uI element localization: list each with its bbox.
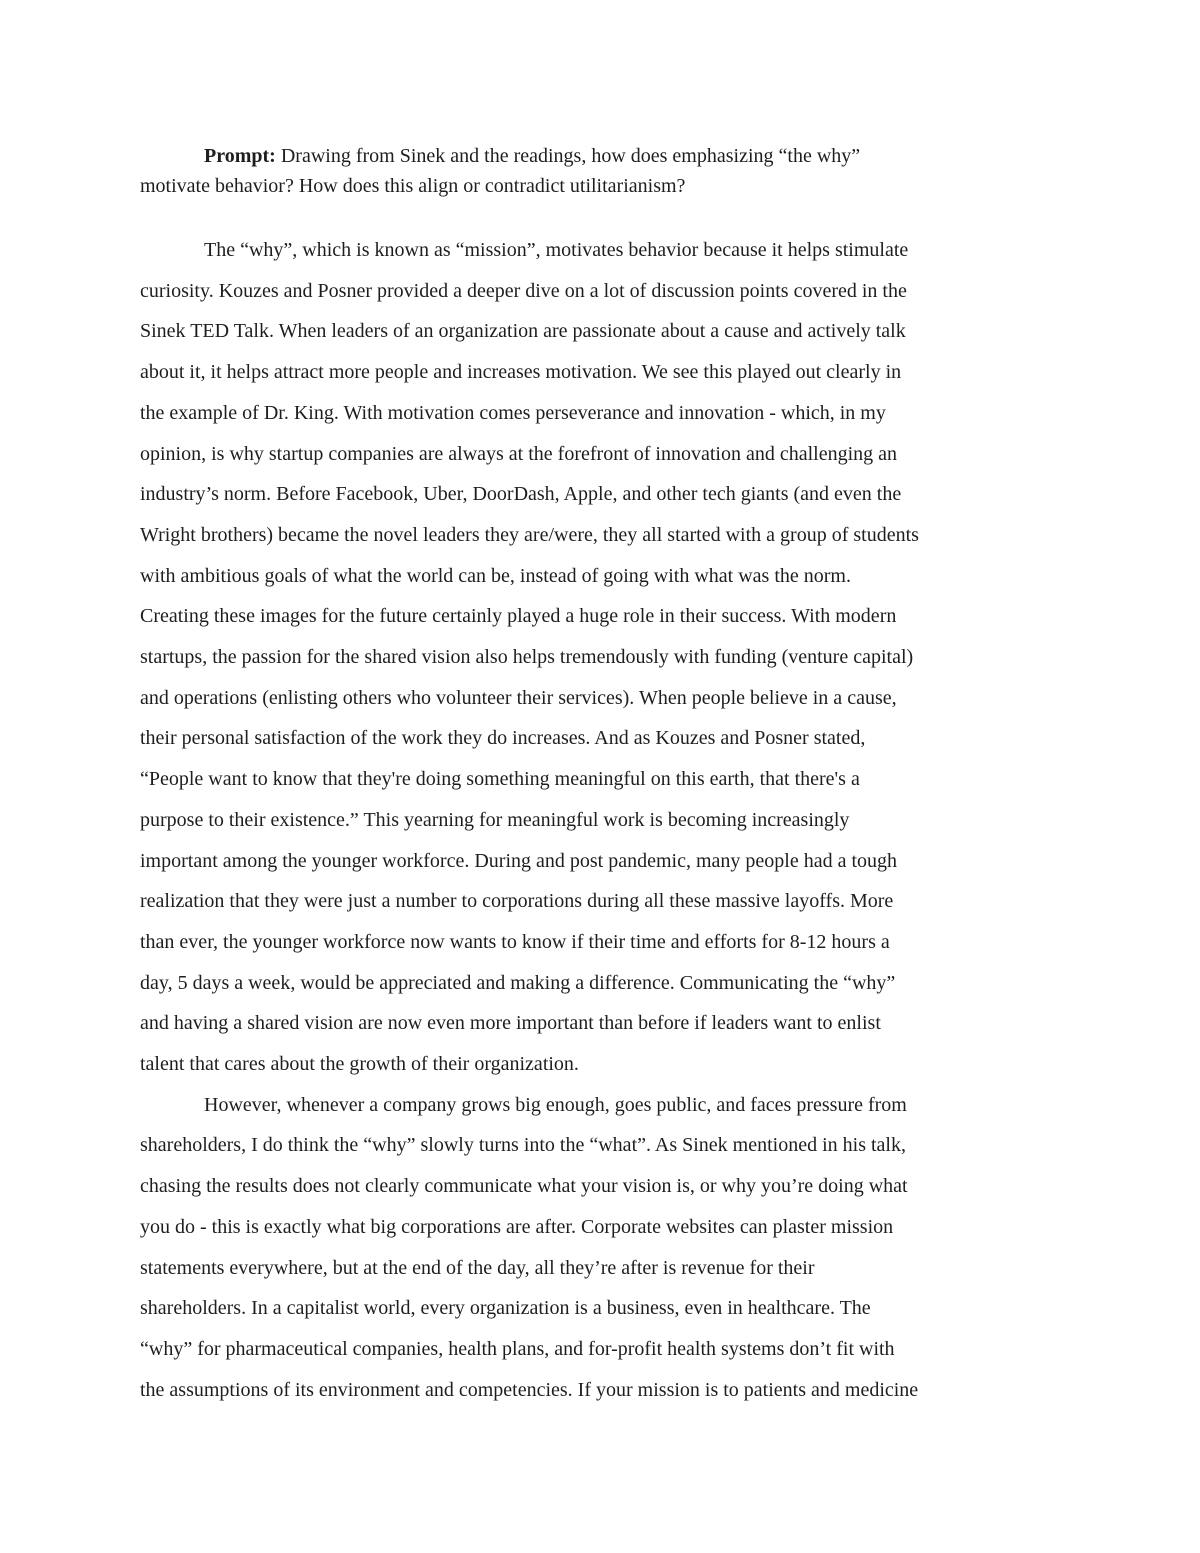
paragraph-line: “why” for pharmaceutical companies, health plans, and for-profit health systems don’t fit with	[140, 1337, 895, 1360]
paragraph-line: and having a shared vision are now even more important than before if leaders want to enlist	[140, 1012, 881, 1035]
paragraph-line: than ever, the younger workforce now wants to know if their time and efforts for 8-12 hours a	[140, 930, 890, 953]
paragraph-1	[140, 230, 1070, 1085]
paragraph-line: curiosity. Kouzes and Posner provided a deeper dive on a lot of discussion points covered in the	[140, 279, 907, 302]
paragraph-line: The “why”, which is known as “mission”, motivates behavior because it helps stimulate	[204, 239, 909, 261]
paragraph-line: talent that cares about the growth of their organization.	[140, 1053, 579, 1076]
paragraph-line: statements everywhere, but at the end of the day, all they’re after is revenue for their	[140, 1256, 815, 1279]
paragraph-line: with ambitious goals of what the world can be, instead of going with what was the norm.	[140, 564, 851, 587]
paragraph-line: chasing the results does not clearly communicate what your vision is, or why you’re doing what	[140, 1175, 908, 1198]
prompt-line-1	[140, 141, 1070, 171]
paragraph-line: industry’s norm. Before Facebook, Uber, DoorDash, Apple, and other tech giants (and even the	[140, 483, 902, 506]
paragraph-line: “People want to know that they're doing something meaningful on this earth, that there's a	[140, 768, 860, 791]
paragraph-line: realization that they were just a number to corporations during all these massive layoffs. More	[140, 890, 894, 913]
prompt-block	[140, 141, 1070, 201]
paragraph-line: their personal satisfaction of the work they do increases. And as Kouzes and Posner stated,	[140, 727, 866, 750]
prompt-text: Drawing from Sinek and the readings, how does emphasizing “the why”	[275, 145, 861, 167]
paragraph-line: opinion, is why startup companies are always at the forefront of innovation and challenging an	[140, 442, 898, 465]
paragraph-line: Sinek TED Talk. When leaders of an organization are passionate about a cause and actively talk	[140, 320, 906, 343]
paragraph-line: the assumptions of its environment and competencies. If your mission is to patients and medicine	[140, 1378, 919, 1401]
prompt-line-2: motivate behavior? How does this align or contradict utilitarianism?	[140, 175, 686, 197]
paragraph-line: purpose to their existence.” This yearning for meaningful work is becoming increasingly	[140, 808, 850, 831]
paragraph-line: and operations (enlisting others who volunteer their services). When people believe in a cause,	[140, 686, 897, 709]
paragraph-line: However, whenever a company grows big enough, goes public, and faces pressure from	[204, 1093, 907, 1116]
paragraph-line: the example of Dr. King. With motivation comes perseverance and innovation - which, in my	[140, 401, 886, 424]
paragraph-line: shareholders. In a capitalist world, every organization is a business, even in healthcare. The	[140, 1297, 871, 1320]
paragraph-line: Wright brothers) became the novel leaders they are/were, they all started with a group of students	[140, 523, 919, 546]
paragraph-line: day, 5 days a week, would be appreciated and making a difference. Communicating the “why”	[140, 971, 896, 994]
prompt-label: Prompt:	[204, 145, 276, 167]
paragraph-line: you do - this is exactly what big corporations are after. Corporate websites can plaster mission	[140, 1215, 894, 1238]
paragraph-line: about it, it helps attract more people and increases motivation. We see this played out clearly in	[140, 361, 902, 384]
paragraph-line: shareholders, I do think the “why” slowly turns into the “what”. As Sinek mentioned in his talk,	[140, 1134, 906, 1157]
paragraph-line: important among the younger workforce. During and post pandemic, many people had a tough	[140, 849, 898, 872]
paragraph-line: startups, the passion for the shared vision also helps tremendously with funding (venture capital)	[140, 646, 914, 669]
paragraph-line: Creating these images for the future certainly played a huge role in their success. With modern	[140, 605, 897, 628]
paragraph-2	[140, 1085, 1070, 1411]
essay-body	[140, 230, 1070, 1410]
